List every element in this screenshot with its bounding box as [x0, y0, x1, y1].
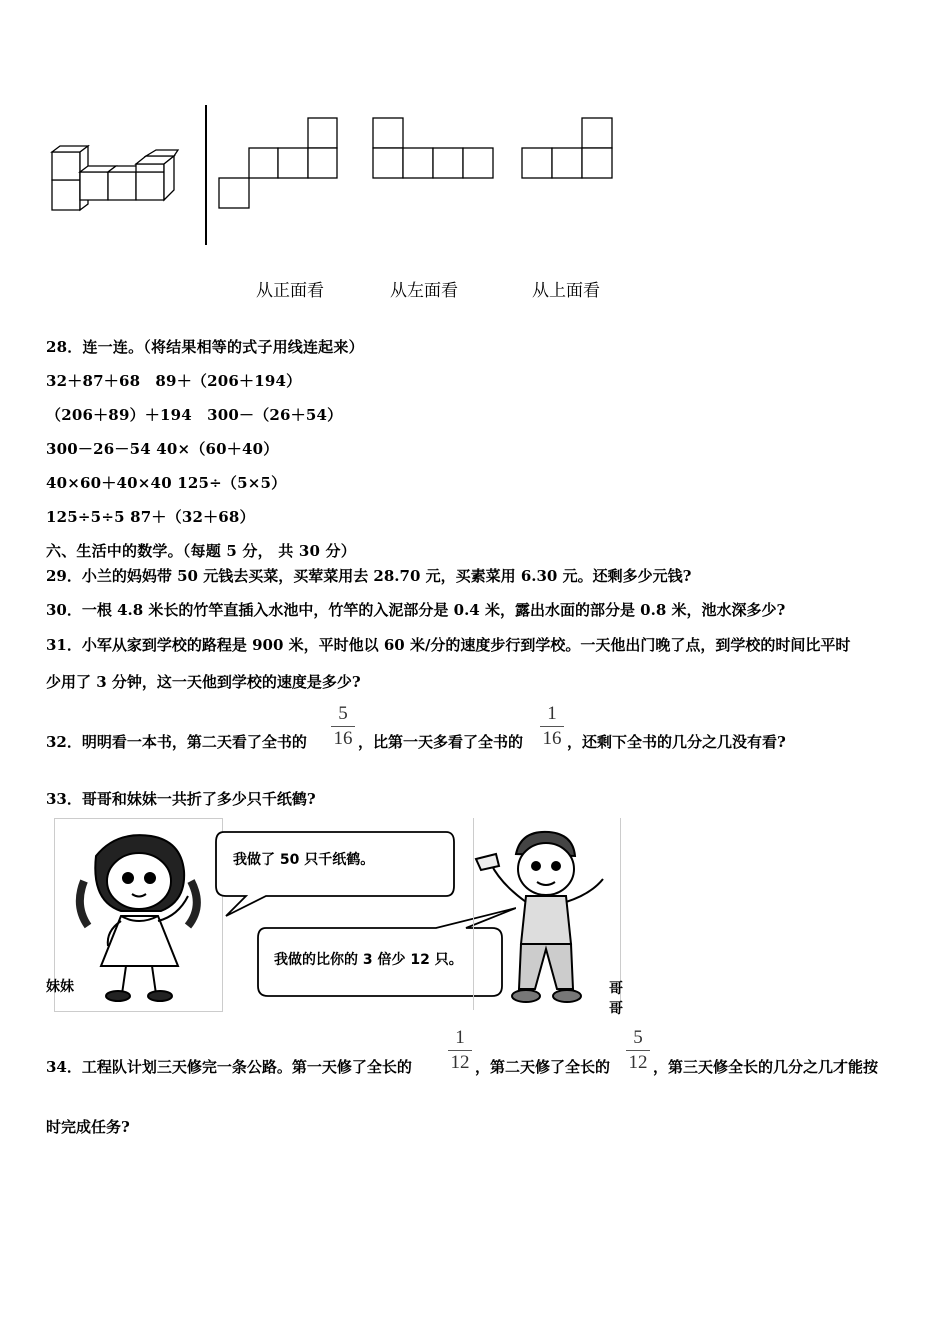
q28-row-3: 300－26－54 40×（60＋40） [46, 440, 279, 458]
boy-figure [471, 824, 621, 1012]
q29-text: 29．小兰的妈妈带 50 元钱去买菜，买荤菜用去 28.70 元，买素菜用 6.30 元。还剩多少元钱? [46, 567, 692, 585]
q28-row-2: （206＋89）＋194 300－（26＋54） [46, 406, 343, 424]
q28-row-5: 125÷5÷5 87＋（32＋68） [46, 508, 255, 526]
q32-frac2-denominator: 16 [542, 728, 562, 749]
q31-line-1: 31．小军从家到学校的路程是 900 米，平时他以 60 米/分的速度步行到学校。一天他出门晚了点，到学校的时间比平时 [46, 636, 851, 654]
q34-fraction-2 [624, 1027, 652, 1074]
q34-frac1-denominator: 12 [450, 1052, 470, 1073]
q33-title: 33．哥哥和妹妹一共折了多少只千纸鹤? [46, 790, 316, 808]
q34-line-2: 时完成任务? [46, 1118, 130, 1136]
girl-speech-text: 我做了 50 只千纸鹤。 [233, 852, 375, 868]
q34-frac1-numerator: 1 [455, 1027, 465, 1048]
front-view-figure [218, 117, 340, 210]
section-6-heading: 六、生活中的数学。（每题 5 分， 共 30 分） [46, 542, 356, 560]
q32-frac1-numerator: 5 [338, 703, 348, 724]
top-view-figure [520, 117, 614, 180]
q34-part-1: 34．工程队计划三天修完一条公路。第一天修了全长的 [46, 1058, 412, 1076]
q32-part-3: ，还剩下全书的几分之几没有看? [567, 733, 786, 751]
q30-text: 30．一根 4.8 米长的竹竿直插入水池中，竹竿的入泥部分是 0.4 米，露出水面的部分是 0.8 米，池水深多少? [46, 601, 786, 619]
left-view-label: 从左面看 [390, 281, 458, 301]
left-view-figure [372, 117, 496, 180]
front-view-label: 从正面看 [256, 281, 324, 301]
top-view-label: 从上面看 [532, 281, 600, 301]
q33-illustration [46, 816, 626, 1017]
girl-figure [66, 826, 216, 1006]
q34-part-2: ，第二天修了全长的 [475, 1058, 611, 1076]
q31-line-2: 少用了 3 分钟，这一天他到学校的速度是多少? [46, 673, 361, 691]
q32-part-1: 32．明明看一本书，第二天看了全书的 [46, 733, 307, 751]
q32-fraction-2 [538, 703, 566, 750]
solid-cubes-figure [40, 140, 190, 220]
fraction-bar [331, 726, 355, 727]
fraction-bar [448, 1050, 472, 1051]
q32-part-2: ，比第一天多看了全书的 [358, 733, 524, 751]
q34-frac2-numerator: 5 [633, 1027, 643, 1048]
divider-line [205, 105, 207, 245]
fraction-bar [626, 1050, 650, 1051]
q34-frac2-denominator: 12 [628, 1052, 648, 1073]
q28-row-4: 40×60＋40×40 125÷（5×5） [46, 474, 287, 492]
fraction-bar [540, 726, 564, 727]
speech-bubbles [196, 816, 516, 1012]
q32-frac1-denominator: 16 [333, 728, 353, 749]
boy-speech-text: 我做的比你的 3 倍少 12 只。 [274, 952, 463, 968]
q32-fraction-1 [329, 703, 357, 750]
girl-label: 妹妹 [46, 979, 74, 995]
q28-title: 28．连一连。（将结果相等的式子用线连起来） [46, 338, 364, 356]
q34-part-3: ，第三天修全长的几分之几才能按 [653, 1058, 879, 1076]
q32-frac2-numerator: 1 [547, 703, 557, 724]
q28-row-1: 32＋87＋68 89＋（206＋194） [46, 372, 302, 390]
q34-fraction-1 [446, 1027, 474, 1074]
boy-label: 哥哥 [609, 981, 623, 1017]
